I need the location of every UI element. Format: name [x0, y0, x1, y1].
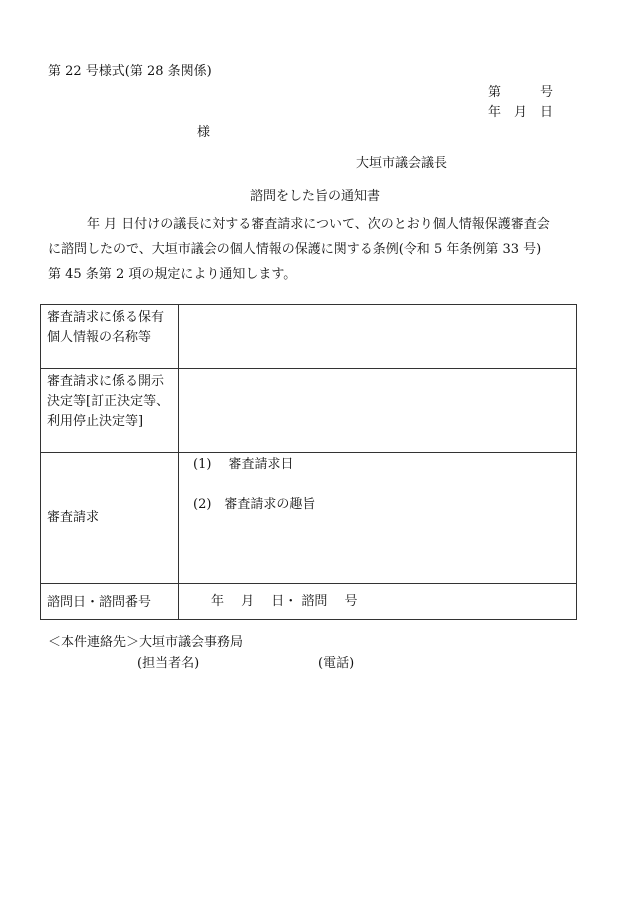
contact-line: ＜本件連絡先＞大垣市議会事務局 — [48, 635, 244, 650]
document-date: 年 月 日 — [488, 105, 554, 120]
table-row — [41, 369, 577, 453]
row-value-cell — [179, 305, 577, 369]
document-number: 第 号 — [488, 85, 554, 100]
row-label: 審査請求に係る保有個人情報の名称等 — [41, 305, 179, 369]
form-number: 第 22 号様式(第 28 条関係) — [48, 64, 212, 79]
contact-person: (担当者名) — [137, 656, 200, 671]
inquiry-date-number: 年 月 日・ 諮問 号 — [211, 593, 358, 609]
row-value-cell — [179, 369, 577, 453]
body-text-line: 第 45 条第 2 項の規定により通知します。 — [48, 267, 297, 282]
row-value-cell — [179, 584, 577, 620]
info-table — [40, 304, 577, 620]
row-value-cell — [179, 453, 577, 584]
row-label: 審査請求に係る開示決定等[訂正決定等、利用停止決定等] — [41, 369, 179, 453]
row-label: 審査請求 — [41, 453, 179, 584]
document-title: 諮問をした旨の通知書 — [249, 189, 380, 204]
body-text-line: に諮問したので、大垣市議会の個人情報の保護に関する条例(令和 5 年条例第 33 号) — [48, 242, 542, 257]
sender: 大垣市議会議長 — [356, 156, 448, 171]
body-text-line: 年 月 日付けの議長に対する審査請求について、次のとおり個人情報保護審査会 — [48, 217, 550, 232]
table-row — [41, 584, 577, 620]
table-row — [41, 305, 577, 369]
addressee: 様 — [197, 125, 211, 140]
contact-phone: (電話) — [318, 656, 355, 671]
row-label: 諮問日・諮問番号 — [41, 584, 179, 620]
request-purpose-item: (2) 審査請求の趣旨 — [193, 497, 316, 512]
request-date-item: (1) 審査請求日 — [193, 457, 294, 472]
table-row — [41, 453, 577, 584]
